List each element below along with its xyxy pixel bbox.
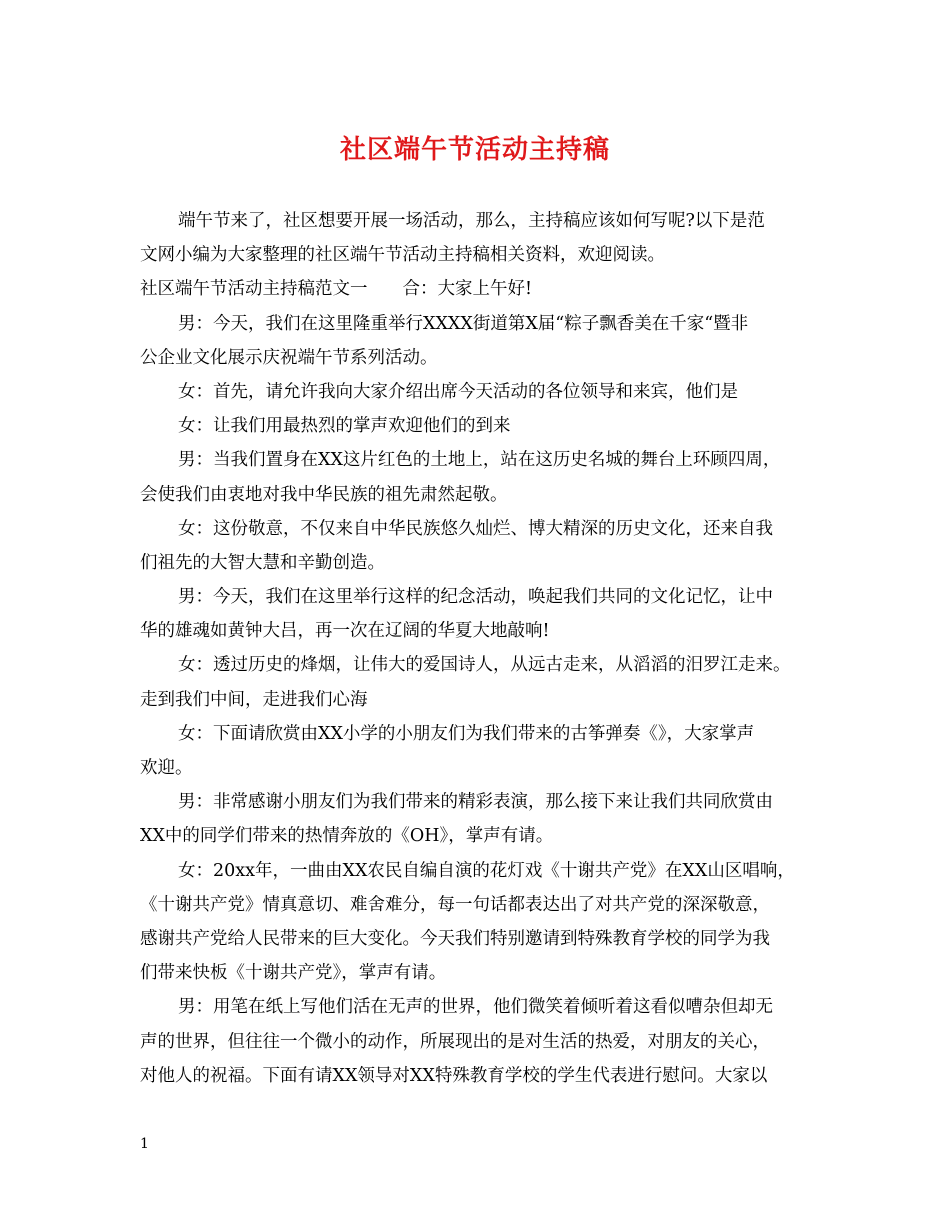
text-line: 公企业文化展示庆祝端午节系列活动。 [140, 347, 438, 368]
text-line: 女：首先，请允许我向大家介绍出席今天活动的各位领导和来宾，他们是 [178, 381, 738, 402]
text-line: 走到我们中间，走进我们心海 [140, 689, 368, 710]
text-line: 社区端午节活动主持稿范文一 合：大家上午好! [140, 279, 533, 300]
text-line: 女：下面请欣赏由XX小学的小朋友们为我们带来的古筝弹奏《》，大家掌声 [178, 723, 755, 744]
text-line: 端午节来了，社区想要开展一场活动，那么，主持稿应该如何写呢?以下是范 [178, 211, 765, 231]
text-line: 男：非常感谢小朋友们为我们带来的精彩表演，那么接下来让我们共同欣赏由 [178, 792, 773, 813]
text-line: 女：让我们用最热烈的掌声欢迎他们的到来 [178, 416, 511, 437]
page-number: 1 [140, 1136, 149, 1152]
text-line: 男：今天，我们在这里隆重举行XXXX街道第X届“粽子飘香美在千家“暨非 [178, 313, 749, 334]
document-title: 社区端午节活动主持稿 [339, 135, 610, 165]
text-line: 女：20xx年，一曲由XX农民自编自演的花灯戏《十谢共产党》在XX山区唱响， [178, 860, 795, 881]
text-line: 男：今天，我们在这里举行这样的纪念活动，唤起我们共同的文化记忆，让中 [178, 587, 773, 608]
text-line: XX中的同学们带来的热情奔放的《OH》，掌声有请。 [140, 826, 554, 847]
text-line: 声的世界，但往往一个微小的动作，所展现出的是对生活的热爱，对朋友的关心， [140, 1031, 770, 1052]
text-line: 女：这份敬意，不仅来自中华民族悠久灿烂、博大精深的历史文化，还来自我 [178, 518, 773, 539]
text-line: 男：用笔在纸上写他们活在无声的世界，他们微笑着倾听着这看似嘈杂但却无 [178, 997, 773, 1018]
text-line: 文网小编为大家整理的社区端午节活动主持稿相关资料，欢迎阅读。 [140, 245, 665, 266]
text-line: 欢迎。 [140, 758, 193, 778]
text-line: 们祖先的大智大慧和辛勤创造。 [140, 552, 385, 573]
text-line: 华的雄魂如黄钟大吕，再一次在辽阔的华夏大地敲响! [140, 621, 550, 642]
text-line: 们带来快板《十谢共产党》，掌声有请。 [140, 963, 447, 984]
text-line: 对他人的祝福。下面有请XX领导对XX特殊教育学校的学生代表进行慰问。大家以 [140, 1065, 768, 1086]
text-line: 感谢共产党给人民带来的巨大变化。今天我们特别邀请到特殊教育学校的同学为我 [140, 928, 770, 949]
text-line: 《十谢共产党》情真意切、难舍难分，每一句话都表达出了对共产党的深深敬意， [140, 894, 770, 915]
text-line: 男：当我们置身在XX这片红色的土地上，站在这历史名城的舞台上环顾四周， [178, 450, 781, 471]
text-line: 女：透过历史的烽烟，让伟大的爱国诗人，从远古走来，从滔滔的汨罗江走来。 [178, 655, 791, 676]
document-body [140, 204, 820, 1093]
text-line: 会使我们由衷地对我中华民族的祖先肃然起敬。 [140, 484, 508, 505]
